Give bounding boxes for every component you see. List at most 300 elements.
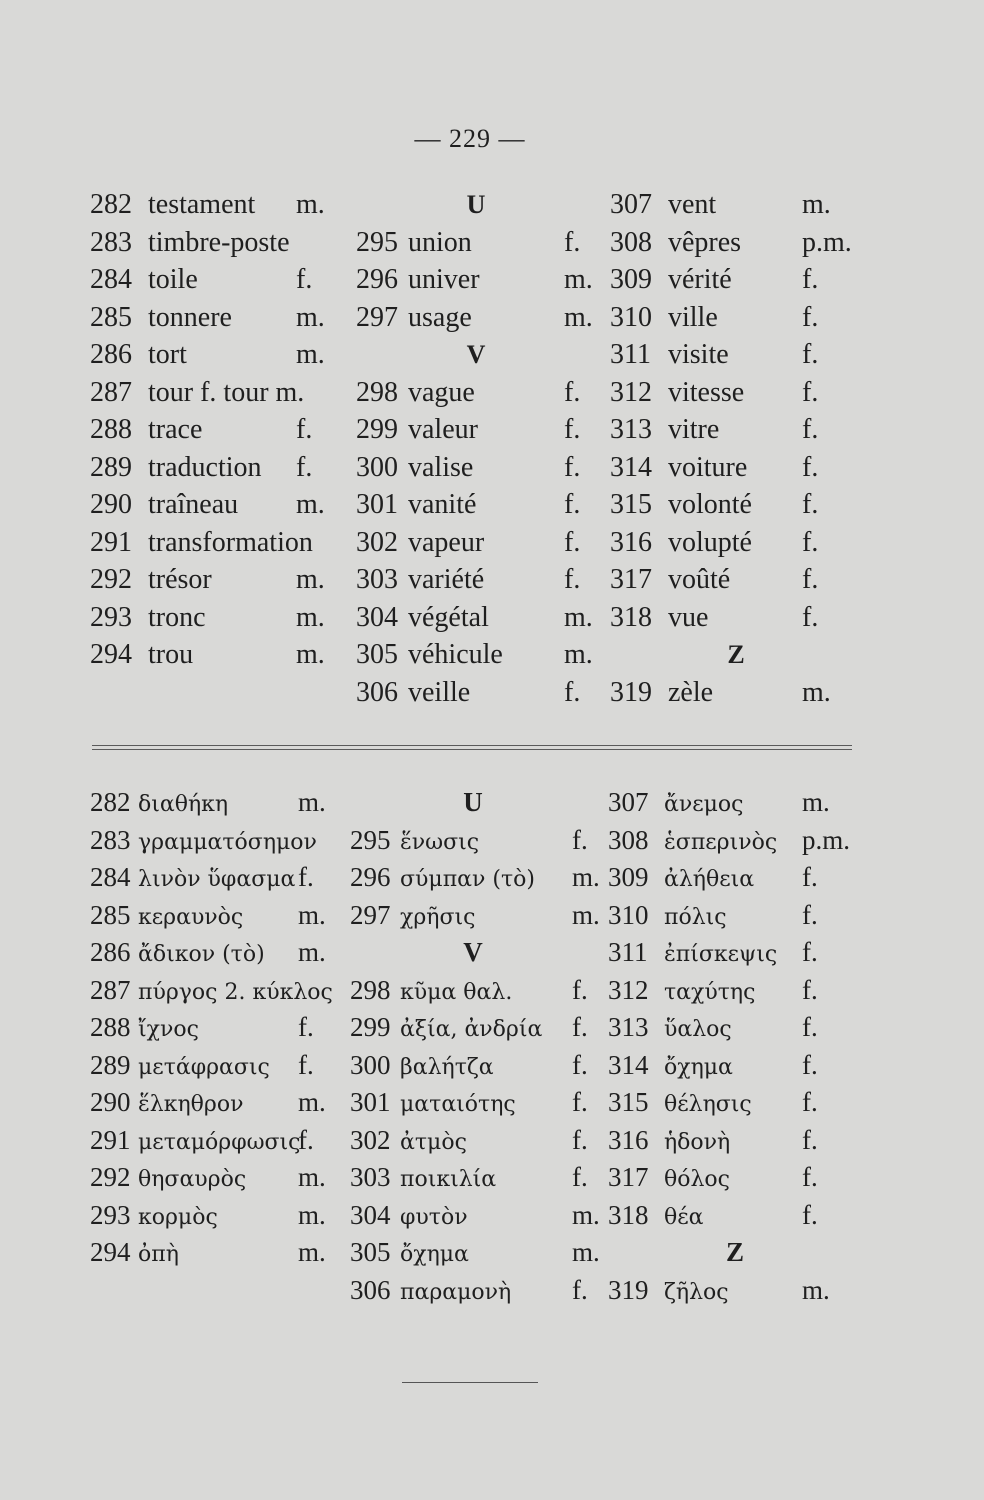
entry-gender: f. bbox=[564, 489, 581, 520]
entry-number: 295 bbox=[356, 226, 398, 258]
entry-word: ἀξία, ἀνδρία bbox=[400, 1017, 543, 1042]
entry-word: vitesse bbox=[668, 376, 745, 408]
entry-word: θησαυρὸς bbox=[138, 1167, 247, 1192]
entry-number: 311 bbox=[610, 339, 651, 370]
entry-gender: f. bbox=[802, 451, 819, 483]
entry-number: 296 bbox=[356, 264, 398, 295]
entry-number: 284 bbox=[90, 862, 131, 892]
vocab-entry bbox=[350, 859, 600, 897]
entry-number: 306 bbox=[350, 1274, 391, 1305]
entry-word: zèle bbox=[668, 676, 714, 708]
entry-gender: f. bbox=[572, 1124, 588, 1155]
vocab-entry bbox=[608, 1047, 862, 1085]
vocab-entry bbox=[350, 1197, 600, 1235]
vocab-entry bbox=[356, 524, 596, 562]
vocab-entry bbox=[610, 411, 862, 449]
entry-number: 304 bbox=[356, 601, 398, 633]
entry-gender: f. bbox=[296, 414, 313, 445]
vocab-entry bbox=[356, 449, 596, 487]
entry-number: 314 bbox=[608, 1049, 649, 1080]
entry-word: voûté bbox=[668, 564, 731, 595]
entry-gender: p.m. bbox=[802, 824, 851, 855]
entry-number: 288 bbox=[90, 1012, 131, 1042]
entry-number: 285 bbox=[90, 899, 131, 930]
entry-number: 312 bbox=[610, 376, 652, 408]
entry-word: trou bbox=[148, 639, 194, 670]
entry-word: vérité bbox=[668, 264, 732, 295]
entry-gender: m. bbox=[296, 489, 325, 520]
entry-number: 293 bbox=[90, 1199, 131, 1230]
entry-gender: f. bbox=[802, 564, 819, 595]
section-letter: U bbox=[466, 190, 486, 219]
entry-number: 282 bbox=[90, 787, 131, 817]
entry-gender: m. bbox=[802, 787, 830, 817]
vocab-entry bbox=[356, 411, 596, 449]
entry-gender: m. bbox=[296, 639, 325, 670]
entry-word: toile bbox=[148, 264, 198, 295]
vocab-entry bbox=[610, 674, 862, 712]
entry-gender: f. bbox=[802, 899, 818, 930]
entry-word: ὄχημα bbox=[400, 1242, 469, 1267]
entry-word: valeur bbox=[408, 414, 478, 445]
entry-gender: f. bbox=[298, 1012, 314, 1042]
entry-gender: m. bbox=[296, 339, 325, 370]
entry-word: θόλος bbox=[664, 1167, 730, 1192]
entry-gender: m. bbox=[298, 1237, 326, 1267]
entry-word: ματαιότης bbox=[400, 1092, 516, 1117]
entry-gender: m. bbox=[572, 1199, 600, 1230]
vocab-entry bbox=[610, 561, 862, 599]
vocab-entry bbox=[608, 934, 862, 972]
vocab-entry bbox=[90, 1122, 352, 1160]
french-column-1 bbox=[90, 186, 350, 674]
entry-number: 292 bbox=[90, 1162, 131, 1192]
entry-gender: m. bbox=[296, 601, 325, 633]
entry-word: vanité bbox=[408, 489, 477, 520]
entry-number: 309 bbox=[608, 862, 649, 892]
vocab-entry bbox=[90, 486, 350, 524]
vocab-entry bbox=[608, 1009, 862, 1047]
entry-gender: m. bbox=[298, 1087, 326, 1117]
entry-word: ἀλήθεια bbox=[664, 867, 755, 892]
entry-gender: f. bbox=[564, 226, 581, 258]
entry-word: ποικιλία bbox=[400, 1167, 497, 1192]
entry-gender: f. bbox=[802, 1012, 818, 1042]
entry-word: κεραυνὸς bbox=[138, 904, 244, 930]
vocab-entry bbox=[90, 1047, 352, 1085]
vocab-entry bbox=[90, 336, 350, 374]
vocab-entry bbox=[90, 1159, 352, 1197]
entry-gender: m. bbox=[298, 1162, 326, 1192]
entry-gender: f. bbox=[564, 376, 581, 408]
vocab-entry bbox=[608, 822, 862, 860]
entry-gender: f. bbox=[298, 862, 314, 892]
entry-number: 283 bbox=[90, 226, 132, 258]
entry-word: volupté bbox=[668, 526, 752, 558]
entry-number: 296 bbox=[350, 862, 391, 892]
vocab-entry bbox=[608, 784, 862, 822]
vocab-entry bbox=[90, 897, 352, 935]
entry-gender: f. bbox=[802, 1124, 818, 1155]
entry-number: 305 bbox=[356, 639, 398, 670]
vocab-entry bbox=[350, 822, 596, 860]
entry-word: vue bbox=[668, 601, 709, 633]
entry-gender: m. bbox=[564, 264, 593, 295]
entry-word: tort bbox=[148, 339, 187, 370]
double-rule-top bbox=[92, 745, 852, 746]
entry-word: πύργος 2. κύκλος bbox=[138, 979, 333, 1005]
vocab-entry bbox=[608, 972, 862, 1010]
entry-number: 295 bbox=[350, 824, 391, 855]
vocab-entry bbox=[610, 186, 862, 224]
entry-word: transformation bbox=[148, 526, 313, 558]
section-letter: Z bbox=[725, 1237, 744, 1267]
entry-gender: f. bbox=[298, 1124, 314, 1155]
vocab-entry bbox=[610, 374, 862, 412]
entry-gender: f. bbox=[296, 264, 313, 295]
entry-number: 314 bbox=[610, 451, 652, 483]
entry-gender: f. bbox=[802, 1162, 818, 1192]
entry-word: σύμπαν (τὸ) bbox=[400, 867, 535, 892]
entry-gender: m. bbox=[564, 301, 593, 333]
entry-word: ζῆλος bbox=[664, 1279, 729, 1305]
vocab-entry bbox=[356, 599, 596, 637]
entry-number: 286 bbox=[90, 339, 132, 370]
entry-gender: p.m. bbox=[802, 226, 852, 258]
entry-number: 310 bbox=[610, 301, 652, 333]
entry-number: 315 bbox=[610, 489, 652, 520]
entry-gender: f. bbox=[802, 339, 819, 370]
entry-gender: m. bbox=[572, 899, 600, 930]
section-letter: U bbox=[463, 787, 483, 817]
greek-column-1 bbox=[90, 784, 352, 1272]
entry-word: κορμὸς bbox=[138, 1204, 218, 1230]
entry-gender: f. bbox=[802, 301, 819, 333]
entry-number: 301 bbox=[350, 1087, 391, 1117]
entry-word: tronc bbox=[148, 601, 206, 633]
entry-gender: m. bbox=[564, 601, 593, 633]
vocab-entry bbox=[90, 1197, 352, 1235]
entry-number: 303 bbox=[350, 1162, 391, 1192]
entry-gender: f. bbox=[802, 1199, 818, 1230]
entry-number: 297 bbox=[356, 301, 398, 333]
vocab-entry bbox=[356, 561, 596, 599]
entry-number: 297 bbox=[350, 899, 391, 930]
entry-word: traîneau bbox=[148, 489, 239, 520]
french-column-3 bbox=[610, 186, 862, 711]
entry-number: 317 bbox=[610, 564, 652, 595]
entry-word: union bbox=[408, 226, 472, 258]
entry-word: ἕλκηθρον bbox=[138, 1092, 244, 1117]
entry-number: 318 bbox=[608, 1199, 649, 1230]
entry-gender: m. bbox=[572, 862, 600, 892]
vocab-entry bbox=[610, 224, 862, 262]
entry-number: 291 bbox=[90, 526, 132, 558]
entry-number: 315 bbox=[608, 1087, 649, 1117]
entry-word: πόλις bbox=[664, 904, 727, 930]
entry-word: univer bbox=[408, 264, 480, 295]
entry-gender: f. bbox=[572, 1162, 588, 1192]
entry-word: φυτὸν bbox=[400, 1204, 468, 1230]
entry-gender: f. bbox=[802, 489, 819, 520]
vocab-entry bbox=[608, 1159, 862, 1197]
entry-gender: f. bbox=[802, 862, 818, 892]
entry-number: 304 bbox=[350, 1199, 391, 1230]
vocab-entry bbox=[608, 859, 862, 897]
entry-number: 290 bbox=[90, 489, 132, 520]
entry-gender: f. bbox=[572, 1087, 588, 1117]
entry-gender: f. bbox=[572, 974, 588, 1005]
entry-number: 300 bbox=[356, 451, 398, 483]
greek-column-2 bbox=[350, 784, 600, 1309]
greek-column-3 bbox=[608, 784, 862, 1309]
entry-word: variété bbox=[408, 564, 485, 595]
entry-gender: f. bbox=[802, 1049, 818, 1080]
entry-gender: m. bbox=[572, 1237, 600, 1267]
page-number: — 229 — bbox=[414, 124, 526, 153]
vocab-entry bbox=[356, 374, 596, 412]
entry-word: ἀτμὸς bbox=[400, 1129, 467, 1155]
entry-number: 316 bbox=[608, 1124, 649, 1155]
entry-number: 302 bbox=[356, 526, 398, 558]
entry-word: ἕνωσις bbox=[400, 829, 480, 855]
entry-gender: m. bbox=[296, 564, 325, 595]
entry-number: 301 bbox=[356, 489, 398, 520]
vocab-entry bbox=[90, 374, 350, 412]
entry-gender: f. bbox=[564, 526, 581, 558]
entry-number: 287 bbox=[90, 974, 131, 1005]
entry-number: 299 bbox=[350, 1012, 391, 1042]
entry-gender: m. bbox=[296, 301, 325, 333]
entry-number: 285 bbox=[90, 301, 132, 333]
entry-number: 287 bbox=[90, 376, 132, 408]
section-letter: Z bbox=[727, 640, 745, 669]
entry-word: trace bbox=[148, 414, 203, 445]
vocab-entry bbox=[610, 599, 862, 637]
entry-gender: m. bbox=[296, 189, 325, 220]
entry-word: παραμονὴ bbox=[400, 1279, 512, 1305]
entry-word: διαθήκη bbox=[138, 792, 229, 817]
entry-word: trésor bbox=[148, 564, 212, 595]
entry-word: veille bbox=[408, 676, 471, 708]
vocab-entry bbox=[610, 336, 862, 374]
vocab-entry bbox=[90, 411, 350, 449]
entry-number: 303 bbox=[356, 564, 398, 595]
entry-word: véhicule bbox=[408, 639, 503, 670]
entry-word: ὄχημα bbox=[664, 1054, 733, 1080]
vocab-entry bbox=[350, 1234, 600, 1272]
entry-word: ἐπίσκεψις bbox=[664, 942, 778, 967]
entry-word: usage bbox=[408, 301, 472, 333]
vocab-entry bbox=[350, 1084, 596, 1122]
entry-gender: f. bbox=[564, 414, 581, 445]
entry-gender: f. bbox=[572, 1012, 588, 1042]
vocab-entry bbox=[90, 524, 350, 562]
entry-gender: f. bbox=[296, 451, 313, 483]
entry-number: 308 bbox=[610, 226, 652, 258]
entry-gender: m. bbox=[298, 787, 326, 817]
entry-word: volonté bbox=[668, 489, 752, 520]
vocab-entry bbox=[90, 1234, 352, 1272]
entry-number: 294 bbox=[90, 639, 132, 670]
entry-number: 283 bbox=[90, 824, 131, 855]
double-rule-bottom bbox=[92, 749, 852, 750]
vocab-entry bbox=[90, 449, 350, 487]
entry-number: 299 bbox=[356, 414, 398, 445]
entry-number: 313 bbox=[608, 1012, 649, 1042]
entry-gender: f. bbox=[802, 376, 819, 408]
entry-number: 307 bbox=[608, 787, 649, 817]
entry-gender: m. bbox=[802, 676, 831, 708]
entry-word: voiture bbox=[668, 451, 748, 483]
entry-gender: m. bbox=[564, 639, 593, 670]
entry-word: valise bbox=[408, 451, 474, 483]
entry-gender: m. bbox=[802, 1274, 830, 1305]
entry-gender: f. bbox=[564, 564, 581, 595]
entry-gender: f. bbox=[802, 974, 818, 1005]
entry-number: 318 bbox=[610, 601, 652, 633]
entry-number: 294 bbox=[90, 1237, 131, 1267]
entry-number: 316 bbox=[610, 526, 652, 558]
entry-number: 282 bbox=[90, 189, 132, 220]
entry-gender: f. bbox=[564, 451, 581, 483]
entry-gender: f. bbox=[572, 1274, 588, 1305]
vocab-entry bbox=[608, 1272, 862, 1310]
entry-word: λινὸν ὕφασμα bbox=[138, 867, 296, 892]
vocab-entry bbox=[608, 897, 862, 935]
entry-word: ταχύτης bbox=[664, 979, 756, 1005]
entry-gender: m. bbox=[298, 899, 326, 930]
vocab-entry bbox=[608, 1197, 862, 1235]
entry-number: 290 bbox=[90, 1087, 131, 1117]
entry-gender: f. bbox=[802, 601, 819, 633]
entry-word: ἄδικον (τὸ) bbox=[138, 942, 265, 967]
entry-word: vent bbox=[668, 189, 717, 220]
entry-word: tonnere bbox=[148, 301, 232, 333]
entry-gender: f. bbox=[802, 264, 819, 295]
vocab-entry bbox=[610, 449, 862, 487]
entry-word: ἡδονὴ bbox=[664, 1129, 731, 1155]
entry-number: 309 bbox=[610, 264, 652, 295]
vocab-entry bbox=[356, 674, 596, 712]
entry-word: ἑσπερινὸς bbox=[664, 829, 778, 855]
vocab-entry bbox=[608, 1084, 862, 1122]
entry-number: 319 bbox=[610, 676, 652, 708]
entry-gender: f. bbox=[802, 1087, 818, 1117]
vocab-entry bbox=[610, 299, 862, 337]
entry-word: vêpres bbox=[668, 226, 742, 258]
entry-number: 289 bbox=[90, 451, 132, 483]
entry-word: κῦμα θαλ. bbox=[400, 979, 513, 1005]
entry-word: ὀπὴ bbox=[138, 1242, 179, 1267]
entry-word: ὕαλος bbox=[664, 1017, 732, 1042]
entry-word: μετάφρασις bbox=[138, 1054, 270, 1080]
vocab-entry bbox=[90, 299, 350, 337]
vocab-entry bbox=[90, 261, 350, 299]
entry-number: 293 bbox=[90, 601, 132, 633]
vocab-entry bbox=[90, 186, 350, 224]
vocab-entry bbox=[90, 934, 352, 972]
entry-word: ἴχνος bbox=[138, 1017, 199, 1042]
entry-word: timbre-poste bbox=[148, 226, 290, 258]
entry-number: 284 bbox=[90, 264, 132, 295]
entry-word: θέλησις bbox=[664, 1092, 752, 1117]
entry-number: 288 bbox=[90, 414, 132, 445]
entry-number: 319 bbox=[608, 1274, 649, 1305]
vocab-entry bbox=[350, 1272, 596, 1310]
entry-word: βαλήτζα bbox=[400, 1054, 494, 1080]
entry-gender: f. bbox=[298, 1049, 314, 1080]
entry-word: visite bbox=[668, 339, 729, 370]
section-letter: V bbox=[466, 340, 486, 369]
entry-gender: m. bbox=[298, 1199, 326, 1230]
vocab-entry bbox=[350, 1159, 596, 1197]
entry-word: μεταμόρφωσις bbox=[138, 1129, 301, 1155]
vocab-entry bbox=[350, 1047, 596, 1085]
entry-number: 310 bbox=[608, 899, 649, 930]
entry-gender: m. bbox=[802, 189, 831, 220]
vocab-entry bbox=[350, 897, 600, 935]
entry-word: vapeur bbox=[408, 526, 485, 558]
entry-gender: f. bbox=[802, 414, 819, 445]
entry-word: ville bbox=[668, 301, 718, 333]
section-letter: V bbox=[463, 937, 483, 967]
vocab-entry bbox=[350, 1009, 596, 1047]
entry-number: 307 bbox=[610, 189, 652, 220]
entry-word: θέα bbox=[664, 1204, 704, 1230]
vocab-entry bbox=[90, 1009, 352, 1047]
french-column-2 bbox=[356, 186, 596, 711]
vocab-entry bbox=[608, 1122, 862, 1160]
vocab-entry bbox=[350, 1122, 596, 1160]
vocab-entry bbox=[610, 261, 862, 299]
entry-number: 292 bbox=[90, 564, 132, 595]
entry-gender: f. bbox=[572, 824, 588, 855]
vocab-entry bbox=[90, 1084, 352, 1122]
entry-number: 298 bbox=[350, 974, 391, 1005]
entry-number: 308 bbox=[608, 824, 649, 855]
entry-word: traduction bbox=[148, 451, 262, 483]
entry-word: vague bbox=[408, 376, 475, 408]
entry-gender: f. bbox=[572, 1049, 588, 1080]
vocab-entry bbox=[90, 224, 350, 262]
entry-number: 312 bbox=[608, 974, 649, 1005]
entry-word: ἄνεμος bbox=[664, 792, 744, 817]
vocab-entry bbox=[356, 224, 596, 262]
vocab-entry bbox=[90, 636, 350, 674]
entry-number: 305 bbox=[350, 1237, 391, 1267]
vocab-entry bbox=[610, 524, 862, 562]
entry-gender: m. bbox=[298, 937, 326, 967]
entry-number: 289 bbox=[90, 1049, 131, 1080]
vocab-entry bbox=[90, 784, 352, 822]
entry-number: 302 bbox=[350, 1124, 391, 1155]
entry-gender: f. bbox=[802, 526, 819, 558]
entry-word: χρῆσις bbox=[400, 904, 476, 930]
entry-word: testament bbox=[148, 189, 256, 220]
entry-gender: f. bbox=[802, 937, 818, 967]
entry-number: 313 bbox=[610, 414, 652, 445]
entry-number: 291 bbox=[90, 1124, 131, 1155]
entry-word: vitre bbox=[668, 414, 720, 445]
entry-number: 306 bbox=[356, 676, 398, 708]
entry-number: 298 bbox=[356, 376, 398, 408]
vocab-entry bbox=[356, 299, 596, 337]
vocab-entry bbox=[90, 972, 352, 1010]
entry-gender: f. bbox=[564, 676, 581, 708]
entry-number: 317 bbox=[608, 1162, 649, 1192]
vocab-entry bbox=[90, 599, 350, 637]
